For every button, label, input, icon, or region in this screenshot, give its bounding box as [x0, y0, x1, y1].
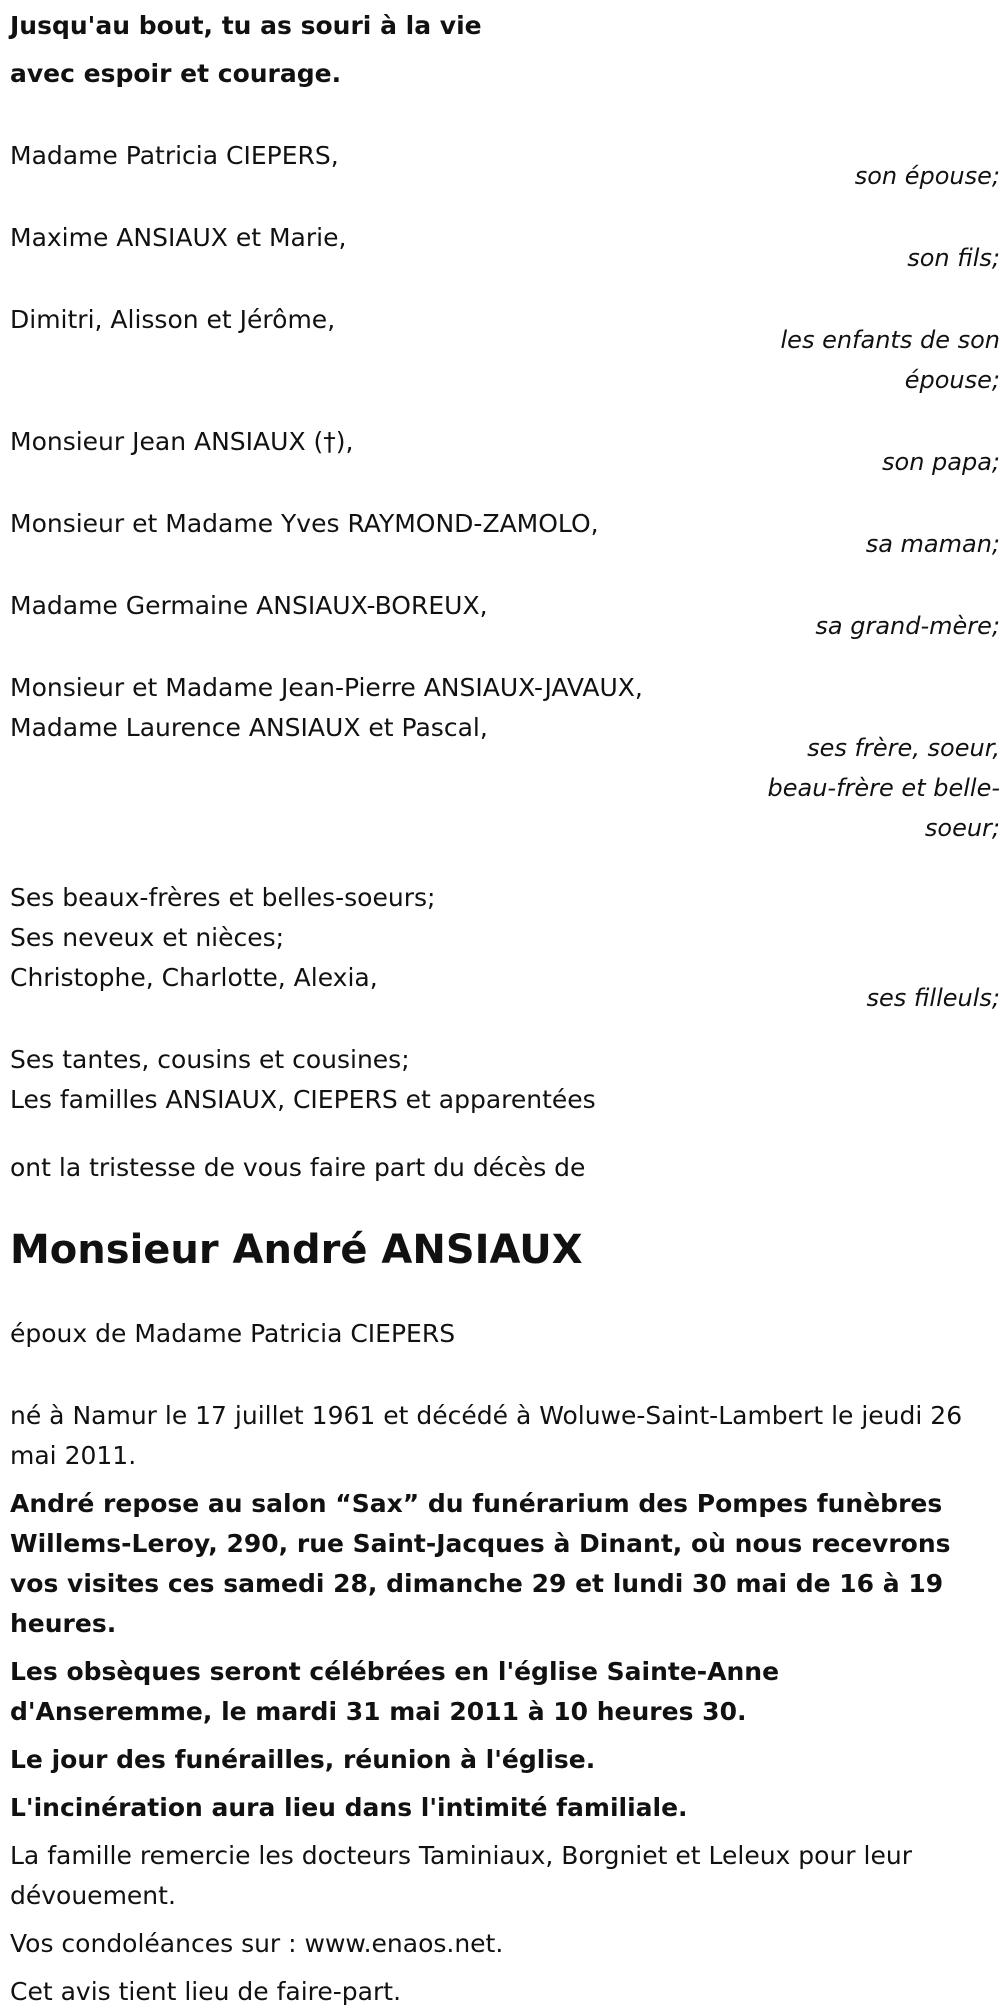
family-relation: son épouse; — [854, 162, 1000, 190]
announcement: ont la tristesse de vous faire part du décès de — [10, 1153, 586, 1182]
obituary-notice — [10, 0, 1000, 2012]
family-names: Madame Laurence ANSIAUX et Pascal, — [10, 713, 488, 742]
family-relation: son fils; — [907, 244, 1000, 272]
relatives — [10, 1040, 990, 1120]
epigraph — [10, 2, 990, 98]
family-list — [10, 136, 1000, 848]
family-entry — [10, 300, 1000, 400]
spouse-line: époux de Madame Patricia CIEPERS — [10, 1319, 456, 1348]
family-entry — [10, 586, 1000, 646]
relatives-line: Ses tantes, cousins et cousines; — [10, 1045, 410, 1074]
family-relation: son papa; — [882, 448, 1000, 476]
family-names: Monsieur et Madame Yves RAYMOND-ZAMOLO, — [10, 509, 599, 538]
family-names: Monsieur et Madame Jean-Pierre ANSIAUX-JAVAUX, — [10, 673, 643, 702]
family-names: Madame Germaine ANSIAUX-BOREUX, — [10, 591, 488, 620]
birth-death-info: né à Namur le 17 juillet 1961 et décédé à Woluwe-Saint-Lambert le jeudi 26 mai 2011. — [10, 1401, 963, 1470]
family-names: Maxime ANSIAUX et Marie, — [10, 223, 347, 252]
family-relation: sa grand-mère; — [815, 612, 1000, 640]
family-names: Dimitri, Alisson et Jérôme, — [10, 305, 336, 334]
family-relation: ses frère, soeur, beau-frère et belle-soeur; — [767, 734, 1000, 842]
funeral-info: Les obsèques seront célébrées en l'église Sainte-Anne d'Anseremme, le mardi 31 mai 2011 à 10 heures 30. — [10, 1657, 780, 1726]
viewing-info: André repose au salon “Sax” du funérarium des Pompes funèbres Willems-Leroy, 290, rue Saint-Jacques à Dinant, où nous recevrons vos visites ces samedi 28, dimanche 29 et lundi 30 mai de 16 à 19 heures. — [10, 1489, 951, 1638]
deceased-name: Monsieur André ANSIAUX — [10, 1227, 583, 1273]
notice-text: Cet avis tient lieu de faire-part. — [10, 1977, 402, 2006]
family-relation: les enfants de son épouse; — [780, 326, 1000, 394]
thanks-text: La famille remercie les docteurs Taminiaux, Borgniet et Leleux pour leur dévouement. — [10, 1841, 912, 1910]
extended-family-line: Christophe, Charlotte, Alexia, — [10, 963, 378, 992]
family-entry — [10, 504, 1000, 564]
godchildren-relation: ses filleuls; — [866, 984, 1000, 1012]
meeting-info: Le jour des funérailles, réunion à l'église. — [10, 1745, 596, 1774]
family-names: Madame Patricia CIEPERS, — [10, 141, 339, 170]
family-relation: sa maman; — [865, 530, 1000, 558]
extended-family-line: Ses neveux et nièces; — [10, 923, 285, 952]
cremation-info: L'incinération aura lieu dans l'intimité familiale. — [10, 1793, 688, 1822]
relatives-line: Les familles ANSIAUX, CIEPERS et apparentées — [10, 1085, 596, 1114]
condolences-text: Vos condoléances sur : www.enaos.net. — [10, 1929, 504, 1958]
epigraph-line: Jusqu'au bout, tu as souri à la vie — [10, 11, 482, 40]
epigraph-line: avec espoir et courage. — [10, 59, 342, 88]
family-entry — [10, 668, 1000, 848]
extended-family-line: Ses beaux-frères et belles-soeurs; — [10, 883, 436, 912]
family-entry — [10, 218, 1000, 278]
family-entry — [10, 136, 1000, 196]
family-entry — [10, 422, 1000, 482]
extended-family — [10, 878, 1000, 1018]
family-names: Monsieur Jean ANSIAUX (†), — [10, 427, 354, 456]
